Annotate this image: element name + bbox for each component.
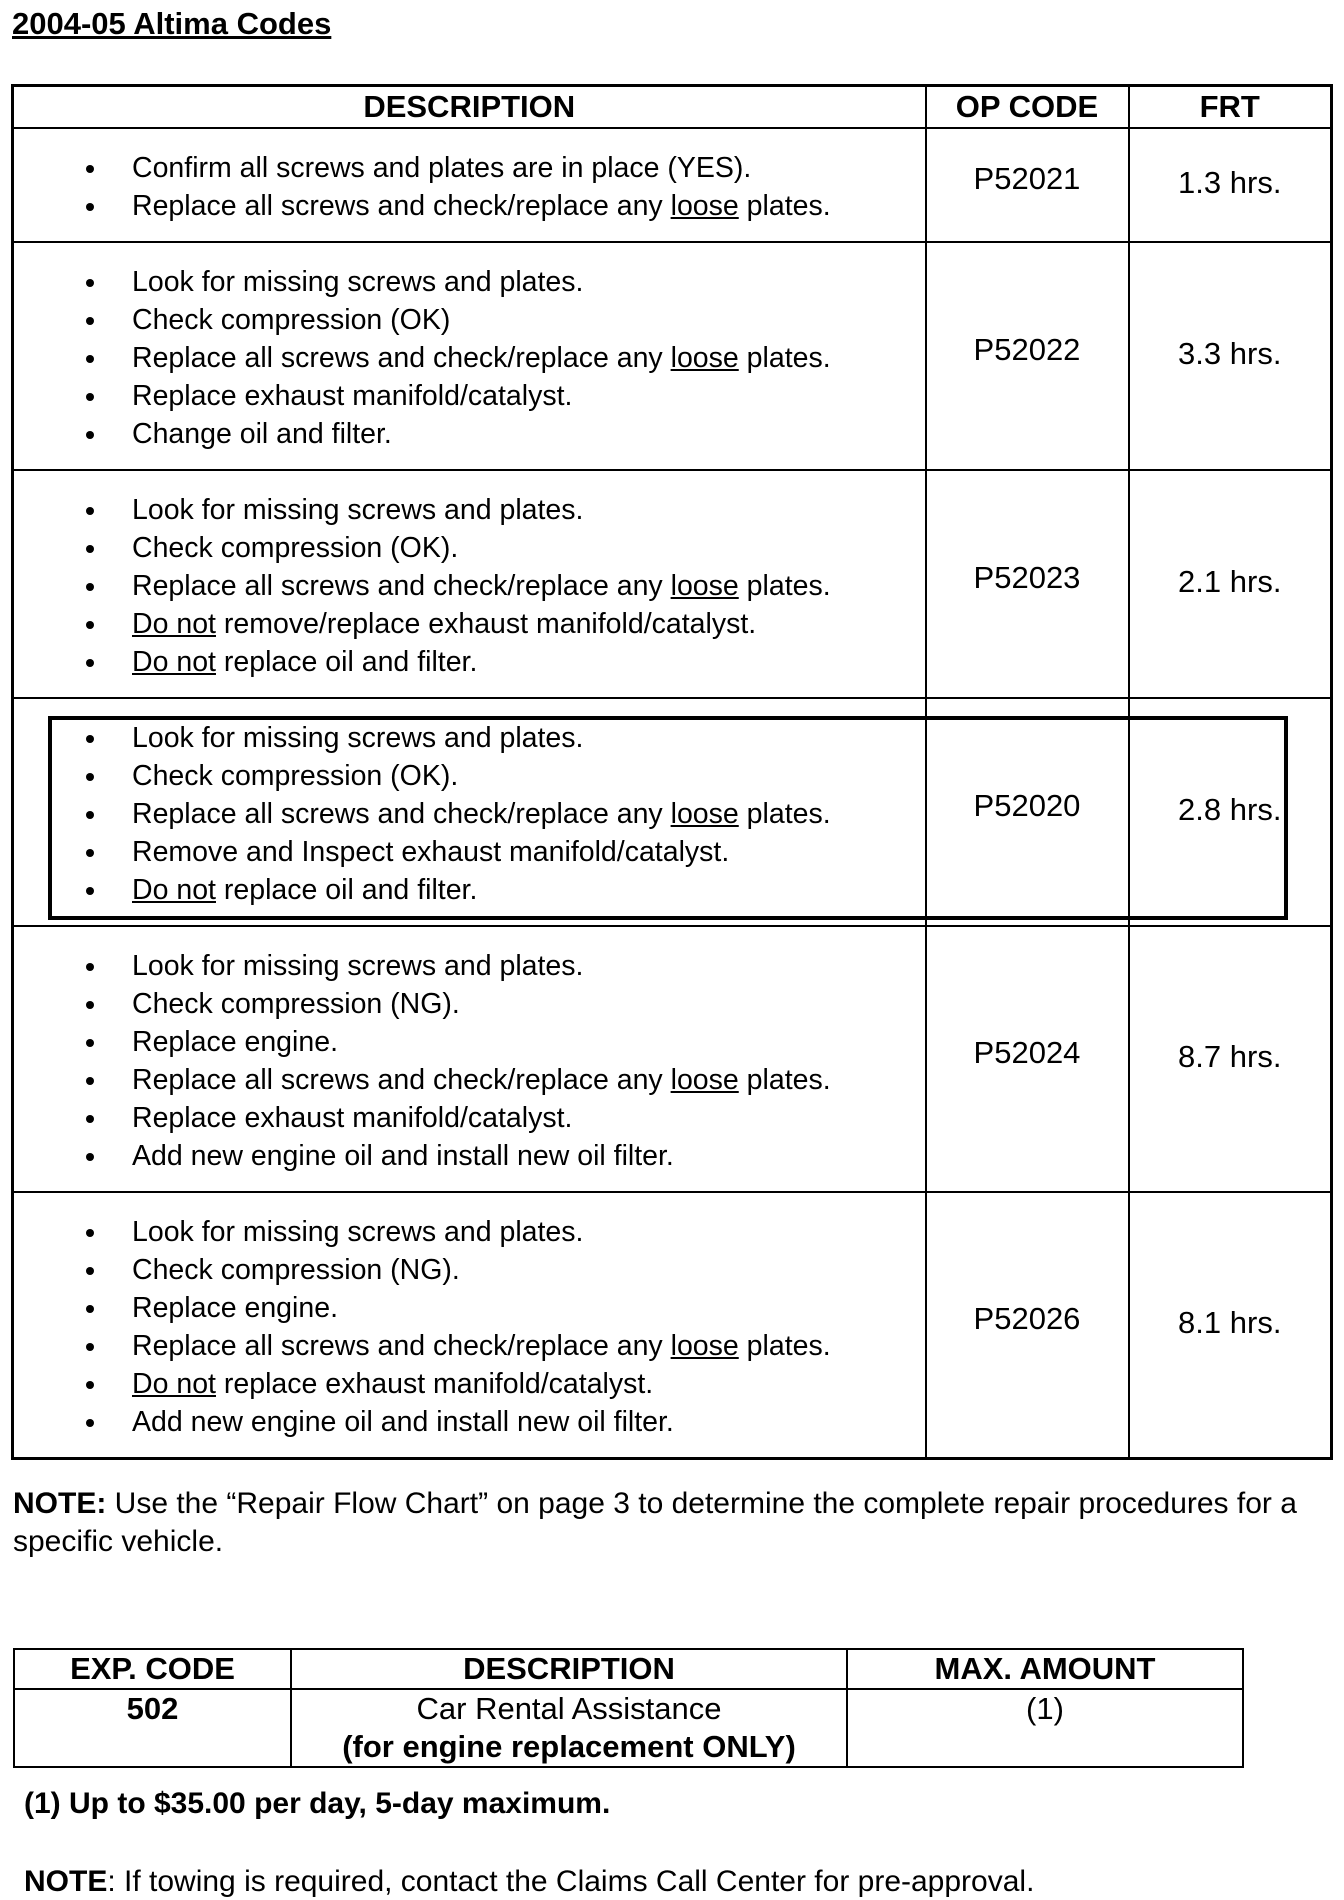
exp-description-header: DESCRIPTION (291, 1649, 847, 1689)
frt-value: 1.3 hrs. (1178, 165, 1282, 200)
step-text-pre: Replace engine. (132, 1292, 338, 1324)
list-item (132, 1099, 925, 1137)
step-text-u: loose (670, 570, 739, 602)
list-item (132, 263, 925, 301)
step-list (14, 719, 925, 909)
towing-note (24, 1865, 1034, 1899)
list-item (132, 1213, 925, 1251)
list-item (132, 1365, 925, 1403)
op-code-value: P52021 (973, 161, 1081, 196)
frt-value: 8.7 hrs. (1178, 1039, 1282, 1074)
step-text-pre: Replace all screws and check/replace any (132, 1330, 671, 1362)
step-text-pre: Check compression (NG). (132, 988, 460, 1020)
step-text-post: plates. (738, 798, 831, 830)
list-item (132, 1327, 925, 1365)
list-item (132, 795, 925, 833)
codes-header-row (13, 86, 1332, 129)
op-code-value: P52023 (973, 560, 1081, 595)
step-text-pre: Look for missing screws and plates. (132, 950, 584, 982)
op-code-cell (926, 242, 1129, 470)
codes-table-body (13, 128, 1332, 1459)
op-code-value: P52024 (973, 1035, 1081, 1070)
table-row (13, 128, 1332, 242)
exp-description-line1: Car Rental Assistance (416, 1691, 722, 1726)
max-amount-header: MAX. AMOUNT (847, 1649, 1243, 1689)
list-item (132, 1403, 925, 1441)
frt-cell (1129, 242, 1332, 470)
step-text-pre: Replace all screws and check/replace any (132, 798, 671, 830)
op-code-header: OP CODE (926, 86, 1129, 129)
step-text-pre: Check compression (OK) (132, 304, 451, 336)
step-text-u: loose (670, 798, 739, 830)
step-text-pre: Replace all screws and check/replace any (132, 342, 671, 374)
repair-flow-note (13, 1485, 1313, 1561)
description-cell (13, 470, 926, 698)
step-text-u: Do not (132, 646, 216, 678)
frt-cell (1129, 128, 1332, 242)
list-item (132, 1023, 925, 1061)
step-list (14, 1213, 925, 1441)
op-code-cell (926, 698, 1129, 926)
list-item (132, 643, 925, 681)
step-text-pre: Replace engine. (132, 1026, 338, 1058)
step-text-pre: Replace all screws and check/replace any (132, 190, 671, 222)
list-item (132, 1289, 925, 1327)
expense-header-row (14, 1649, 1243, 1689)
step-text-u: Do not (132, 608, 216, 640)
op-code-value: P52020 (973, 788, 1081, 823)
step-text-post: plates. (738, 1064, 831, 1096)
list-item (132, 757, 925, 795)
description-cell (13, 698, 926, 926)
list-item (132, 833, 925, 871)
frt-cell (1129, 1192, 1332, 1459)
step-text-pre: Look for missing screws and plates. (132, 1216, 584, 1248)
table-row (13, 1192, 1332, 1459)
note-label: NOTE: (13, 1487, 107, 1520)
step-text-pre: Replace all screws and check/replace any (132, 570, 671, 602)
frt-cell (1129, 926, 1332, 1192)
list-item (132, 149, 925, 187)
op-code-cell (926, 926, 1129, 1192)
list-item (132, 567, 925, 605)
exp-code-header: EXP. CODE (14, 1649, 291, 1689)
op-code-cell (926, 128, 1129, 242)
note2-label: NOTE (24, 1865, 108, 1898)
page-title: 2004-05 Altima Codes (12, 6, 332, 41)
description-cell (13, 1192, 926, 1459)
step-text-post: remove/replace exhaust manifold/catalyst. (215, 608, 757, 640)
step-text-pre: Change oil and filter. (132, 418, 392, 450)
step-text-pre: Look for missing screws and plates. (132, 722, 584, 754)
op-code-value: P52026 (973, 1301, 1081, 1336)
frt-value: 2.1 hrs. (1178, 564, 1282, 599)
step-text-pre: Replace exhaust manifold/catalyst. (132, 1102, 573, 1134)
op-code-cell (926, 1192, 1129, 1459)
exp-code-cell: 502 (14, 1689, 291, 1767)
frt-header: FRT (1129, 86, 1332, 129)
table-row (13, 242, 1332, 470)
note2-text: : If towing is required, contact the Claims Call Center for pre-approval. (107, 1865, 1035, 1898)
footnote: (1) Up to $35.00 per day, 5-day maximum. (24, 1787, 611, 1820)
list-item (132, 947, 925, 985)
note-text: Use the “Repair Flow Chart” on page 3 to determine the complete repair procedures for a specific vehicle. (13, 1487, 1297, 1558)
step-text-post: plates. (738, 570, 831, 602)
table-row (13, 698, 1332, 926)
step-text-u: loose (670, 190, 739, 222)
list-item (132, 301, 925, 339)
frt-value: 3.3 hrs. (1178, 336, 1282, 371)
list-item (132, 491, 925, 529)
step-text-post: plates. (738, 1330, 831, 1362)
frt-value: 2.8 hrs. (1178, 792, 1282, 827)
step-list (14, 149, 925, 225)
list-item (132, 377, 925, 415)
list-item (132, 985, 925, 1023)
step-text-u: Do not (132, 874, 216, 906)
step-text-post: plates. (738, 342, 831, 374)
list-item (132, 415, 925, 453)
description-cell (13, 128, 926, 242)
step-text-pre: Replace exhaust manifold/catalyst. (132, 380, 573, 412)
exp-description-line2: (for engine replacement ONLY) (342, 1729, 796, 1764)
table-row (13, 926, 1332, 1192)
step-text-pre: Look for missing screws and plates. (132, 494, 584, 526)
table-row (13, 470, 1332, 698)
exp-description-cell (291, 1689, 847, 1767)
list-item (132, 529, 925, 567)
step-list (14, 263, 925, 453)
step-text-pre: Check compression (OK). (132, 760, 459, 792)
step-text-u: loose (670, 342, 739, 374)
list-item (132, 1061, 925, 1099)
step-text-post: plates. (738, 190, 831, 222)
description-header: DESCRIPTION (13, 86, 926, 129)
step-text-u: Do not (132, 1368, 216, 1400)
list-item (132, 1251, 925, 1289)
step-text-pre: Check compression (NG). (132, 1254, 460, 1286)
step-text-pre: Remove and Inspect exhaust manifold/catalyst. (132, 836, 730, 868)
step-text-pre: Check compression (OK). (132, 532, 459, 564)
step-text-pre: Look for missing screws and plates. (132, 266, 584, 298)
expense-table (13, 1648, 1244, 1768)
list-item (132, 871, 925, 909)
step-list (14, 491, 925, 681)
step-text-pre: Confirm all screws and plates are in place (YES). (132, 152, 752, 184)
step-text-post: replace oil and filter. (215, 874, 478, 906)
op-code-value: P52022 (973, 332, 1081, 367)
op-code-cell (926, 470, 1129, 698)
codes-table (11, 84, 1333, 1460)
list-item (132, 187, 925, 225)
step-text-post: replace oil and filter. (215, 646, 478, 678)
step-text-pre: Add new engine oil and install new oil filter. (132, 1406, 674, 1438)
step-text-pre: Replace all screws and check/replace any (132, 1064, 671, 1096)
list-item (132, 339, 925, 377)
description-cell (13, 242, 926, 470)
step-text-post: replace exhaust manifold/catalyst. (215, 1368, 654, 1400)
max-amount-cell: (1) (847, 1689, 1243, 1767)
description-cell (13, 926, 926, 1192)
frt-cell (1129, 470, 1332, 698)
step-text-pre: Add new engine oil and install new oil filter. (132, 1140, 674, 1172)
list-item (132, 1137, 925, 1175)
step-text-u: loose (670, 1064, 739, 1096)
expense-row (14, 1689, 1243, 1767)
frt-cell (1129, 698, 1332, 926)
step-text-u: loose (670, 1330, 739, 1362)
frt-value: 8.1 hrs. (1178, 1305, 1282, 1340)
list-item (132, 719, 925, 757)
list-item (132, 605, 925, 643)
step-list (14, 947, 925, 1175)
